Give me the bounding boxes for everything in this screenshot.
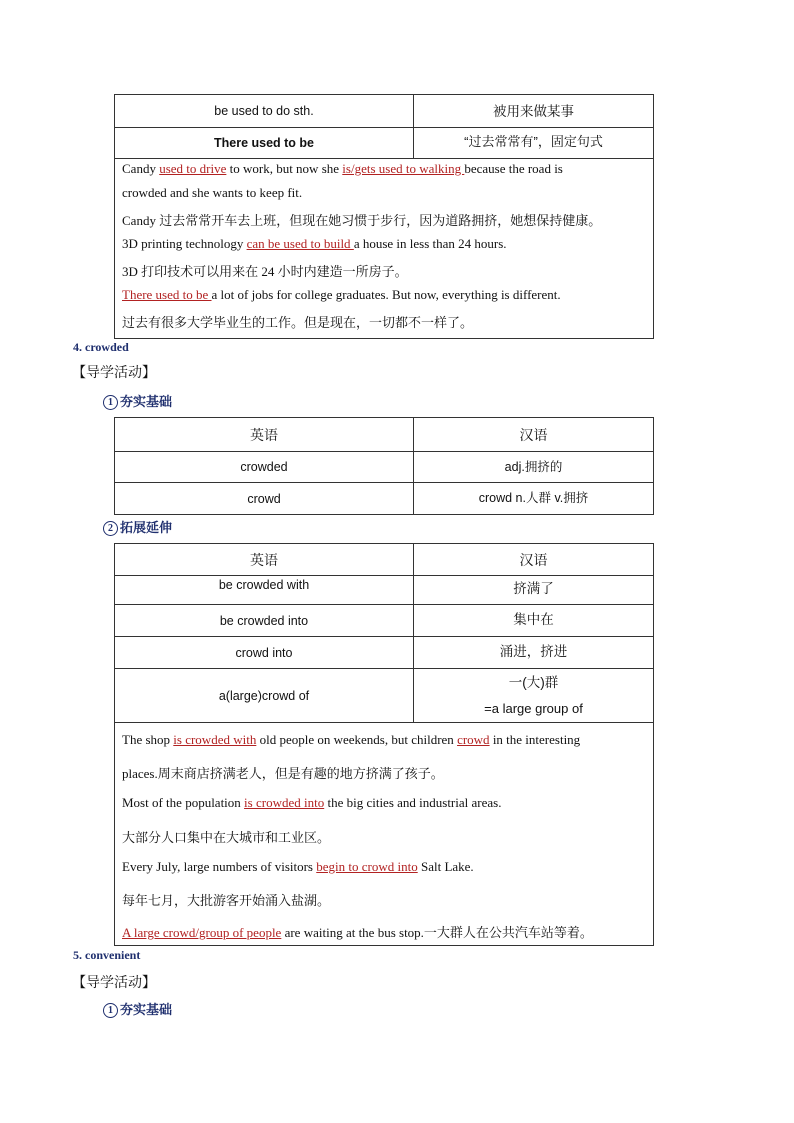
highlighted-phrase: crowd [457, 732, 490, 747]
table-cell-cn: 集中在 [414, 605, 654, 637]
table-row [115, 605, 654, 637]
table-cell-cn [414, 669, 654, 723]
cn-equivalent: =a large group of [484, 700, 583, 716]
table-cell-cn: 涌进，挤进 [414, 637, 654, 669]
table-row [115, 637, 654, 669]
example-line [122, 161, 563, 177]
highlighted-phrase: is crowded into [244, 795, 325, 810]
table-cell-cn: 挤满了 [414, 576, 654, 605]
section-heading: 4. crowded [73, 340, 129, 354]
text-segment: Every July, large numbers of visitors [122, 859, 317, 874]
highlighted-phrase: is crowded with [173, 732, 257, 747]
subheading-basics [103, 391, 172, 410]
text-segment: the big cities and industrial areas. [324, 795, 502, 810]
example-line [122, 795, 501, 811]
text-segment: in the interesting [489, 732, 581, 747]
table-row [115, 452, 654, 483]
text-segment: because the road is [464, 161, 563, 176]
example-line [122, 859, 474, 875]
table-cell-en: There used to be [115, 128, 414, 159]
text-segment: The shop [122, 732, 174, 747]
header-cn: 汉语 [414, 418, 654, 452]
example-line-cn: 过去有很多大学毕业生的工作。但是现在，一切都不一样了。 [122, 315, 474, 330]
table-cell-en: be crowded with [115, 576, 414, 605]
subheading-label: 夯实基础 [120, 394, 173, 409]
text-segment: Most of the population [122, 795, 245, 810]
subheading-label: 拓展延伸 [120, 520, 173, 535]
activity-label: 【导学活动】 [72, 976, 156, 991]
highlighted-phrase: can be used to build [246, 236, 354, 251]
circled-number: 1 [103, 1003, 118, 1018]
vocab-table [114, 417, 654, 515]
table-cell-cn: 被用来做某事 [414, 95, 654, 128]
usage-table [114, 94, 654, 159]
example-line-cn: 大部分人口集中在大城市和工业区。 [122, 830, 331, 845]
table-cell-en: a(large)crowd of [115, 669, 414, 723]
subheading-label: 夯实基础 [120, 1002, 173, 1017]
highlighted-phrase: used to drive [159, 161, 227, 176]
text-segment: are waiting at the bus stop.一大群人在公共汽车站等着。 [281, 925, 593, 940]
example-line-cn: Candy 过去常常开车去上班，但现在她习惯于步行，因为道路拥挤，她想保持健康。 [122, 213, 602, 228]
highlighted-phrase: begin to crowd into [316, 859, 418, 874]
example-line [122, 236, 507, 252]
header-cn: 汉语 [414, 544, 654, 576]
example-line [122, 732, 580, 748]
highlighted-phrase: A large crowd/group of people [122, 925, 282, 940]
example-line-cn: 每年七月，大批游客开始涌入盐湖。 [122, 893, 331, 908]
section-heading: 5. convenient [73, 948, 141, 962]
example-line-cn: 3D 打印技术可以用来在 24 小时内建造一所房子。 [122, 264, 408, 279]
table-row [115, 669, 654, 723]
table-header-row [115, 418, 654, 452]
header-en: 英语 [115, 418, 414, 452]
table-cell-en: crowd [115, 483, 414, 515]
phrase-table [114, 543, 654, 723]
table-header-row [115, 544, 654, 576]
table-row [115, 128, 654, 159]
highlighted-phrase: is/gets used to walking [342, 161, 465, 176]
activity-label: 【导学活动】 [72, 366, 156, 381]
example-line: crowded and she wants to keep fit. [122, 185, 303, 200]
table-cell-cn: crowd n.人群 v.拥挤 [414, 483, 654, 515]
header-en: 英语 [115, 544, 414, 576]
example-box-crowded [114, 722, 654, 946]
table-row [115, 95, 654, 128]
text-segment: a house in less than 24 hours. [353, 236, 507, 251]
table-cell-cn: “过去常常有”，固定句式 [414, 128, 654, 159]
text-segment: 3D printing technology [122, 236, 247, 251]
example-line [122, 922, 593, 941]
example-line [122, 287, 561, 303]
table-cell-en: be used to do sth. [115, 95, 414, 128]
table-row [115, 483, 654, 515]
table-cell-en: crowd into [115, 637, 414, 669]
subheading-extension [103, 517, 172, 536]
example-box-used-to [114, 159, 654, 339]
text-segment: a lot of jobs for college graduates. But now, everything is different. [211, 287, 561, 302]
table-row [115, 576, 654, 605]
table-cell-cn: adj.拥挤的 [414, 452, 654, 483]
cn-meaning: 一(大)群 [508, 674, 559, 690]
text-segment: old people on weekends, but children [256, 732, 458, 747]
table-cell-en: be crowded into [115, 605, 414, 637]
highlighted-phrase: There used to be [122, 287, 212, 302]
example-line: places.周末商店挤满老人，但是有趣的地方挤满了孩子。 [122, 766, 444, 781]
subheading-basics [103, 999, 172, 1018]
text-segment: Salt Lake. [417, 859, 474, 874]
circled-number: 1 [103, 395, 118, 410]
text-segment: Candy [122, 161, 160, 176]
circled-number: 2 [103, 521, 118, 536]
table-cell-en: crowded [115, 452, 414, 483]
text-segment: to work, but now she [226, 161, 343, 176]
